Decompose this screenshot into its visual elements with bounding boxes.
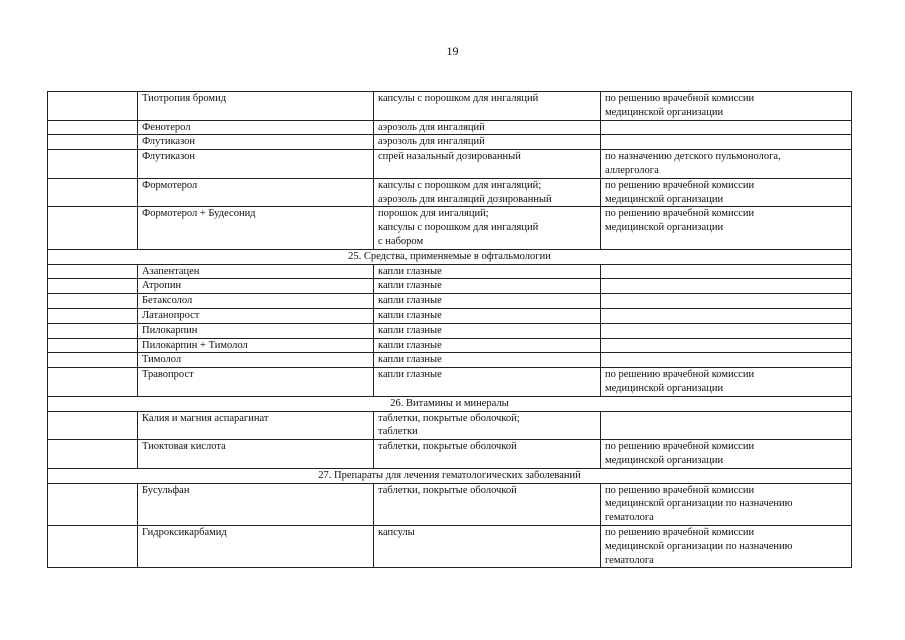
table-row <box>48 323 852 338</box>
drug-name-cell: Пилокарпин + Тимолол <box>138 338 374 353</box>
section-row <box>48 468 852 483</box>
condition-cell: по решению врачебной комиссии медицинской организации <box>601 178 852 207</box>
code-cell <box>48 411 138 440</box>
condition-cell: по решению врачебной комиссии медицинской организации <box>601 368 852 397</box>
code-cell <box>48 308 138 323</box>
table-row <box>48 92 852 121</box>
table-row <box>48 264 852 279</box>
dosage-form-cell: капли глазные <box>374 368 601 397</box>
table-row <box>48 525 852 567</box>
code-cell <box>48 279 138 294</box>
table-row <box>48 483 852 525</box>
dosage-form-cell: капсулы с порошком для ингаляций <box>374 92 601 121</box>
section-row <box>48 396 852 411</box>
drug-name-cell: Фенотерол <box>138 120 374 135</box>
dosage-form-cell: капли глазные <box>374 264 601 279</box>
table-row <box>48 178 852 207</box>
condition-cell: по решению врачебной комиссии медицинской организации по назначению гематолога <box>601 525 852 567</box>
section-title: 25. Средства, применяемые в офтальмологии <box>48 249 852 264</box>
drug-name-cell: Латанопрост <box>138 308 374 323</box>
dosage-form-cell: таблетки, покрытые оболочкой; таблетки <box>374 411 601 440</box>
drug-name-cell: Флутиказон <box>138 150 374 179</box>
code-cell <box>48 525 138 567</box>
condition-cell <box>601 323 852 338</box>
section-title: 26. Витамины и минералы <box>48 396 852 411</box>
section-row <box>48 249 852 264</box>
dosage-form-cell: аэрозоль для ингаляций <box>374 135 601 150</box>
dosage-form-cell: капсулы с порошком для ингаляций; аэрозоль для ингаляций дозированный <box>374 178 601 207</box>
condition-cell <box>601 120 852 135</box>
code-cell <box>48 440 138 469</box>
drug-name-cell: Флутиказон <box>138 135 374 150</box>
table-row <box>48 353 852 368</box>
drug-name-cell: Азапентацен <box>138 264 374 279</box>
code-cell <box>48 264 138 279</box>
table-row <box>48 440 852 469</box>
table-row <box>48 135 852 150</box>
condition-cell: по назначению детского пульмонолога, аллерголога <box>601 150 852 179</box>
condition-cell <box>601 264 852 279</box>
dosage-form-cell: аэрозоль для ингаляций <box>374 120 601 135</box>
drug-table <box>47 91 852 568</box>
condition-cell: по решению врачебной комиссии медицинской организации <box>601 92 852 121</box>
drug-name-cell: Атропин <box>138 279 374 294</box>
code-cell <box>48 92 138 121</box>
drug-name-cell: Травопрост <box>138 368 374 397</box>
dosage-form-cell: таблетки, покрытые оболочкой <box>374 483 601 525</box>
code-cell <box>48 294 138 309</box>
drug-name-cell: Бусульфан <box>138 483 374 525</box>
dosage-form-cell: капсулы <box>374 525 601 567</box>
dosage-form-cell: капли глазные <box>374 353 601 368</box>
table-row <box>48 308 852 323</box>
section-title: 27. Препараты для лечения гематологических заболеваний <box>48 468 852 483</box>
page-number: 19 <box>446 44 459 58</box>
code-cell <box>48 353 138 368</box>
code-cell <box>48 178 138 207</box>
table-row <box>48 294 852 309</box>
condition-cell <box>601 279 852 294</box>
condition-cell: по решению врачебной комиссии медицинской организации по назначению гематолога <box>601 483 852 525</box>
code-cell <box>48 120 138 135</box>
drug-name-cell: Калия и магния аспарагинат <box>138 411 374 440</box>
table-row <box>48 279 852 294</box>
condition-cell <box>601 338 852 353</box>
dosage-form-cell: капли глазные <box>374 294 601 309</box>
condition-cell <box>601 411 852 440</box>
drug-name-cell: Бетаксолол <box>138 294 374 309</box>
table-row <box>48 207 852 249</box>
code-cell <box>48 150 138 179</box>
dosage-form-cell: капли глазные <box>374 338 601 353</box>
table-row <box>48 150 852 179</box>
code-cell <box>48 207 138 249</box>
condition-cell: по решению врачебной комиссии медицинской организации <box>601 440 852 469</box>
drug-name-cell: Тиотропия бромид <box>138 92 374 121</box>
condition-cell <box>601 294 852 309</box>
dosage-form-cell: капли глазные <box>374 323 601 338</box>
condition-cell <box>601 135 852 150</box>
condition-cell <box>601 308 852 323</box>
condition-cell: по решению врачебной комиссии медицинской организации <box>601 207 852 249</box>
table-row <box>48 411 852 440</box>
table-row <box>48 368 852 397</box>
code-cell <box>48 323 138 338</box>
dosage-form-cell: капли глазные <box>374 279 601 294</box>
dosage-form-cell: спрей назальный дозированный <box>374 150 601 179</box>
dosage-form-cell: капли глазные <box>374 308 601 323</box>
code-cell <box>48 338 138 353</box>
condition-cell <box>601 353 852 368</box>
table-row <box>48 120 852 135</box>
drug-name-cell: Тиоктовая кислота <box>138 440 374 469</box>
drug-name-cell: Гидроксикарбамид <box>138 525 374 567</box>
code-cell <box>48 368 138 397</box>
dosage-form-cell: таблетки, покрытые оболочкой <box>374 440 601 469</box>
drug-name-cell: Пилокарпин <box>138 323 374 338</box>
code-cell <box>48 135 138 150</box>
drug-name-cell: Формотерол + Будесонид <box>138 207 374 249</box>
dosage-form-cell: порошок для ингаляций; капсулы с порошком для ингаляций с набором <box>374 207 601 249</box>
drug-name-cell: Тимолол <box>138 353 374 368</box>
drug-name-cell: Формотерол <box>138 178 374 207</box>
code-cell <box>48 483 138 525</box>
table-row <box>48 338 852 353</box>
